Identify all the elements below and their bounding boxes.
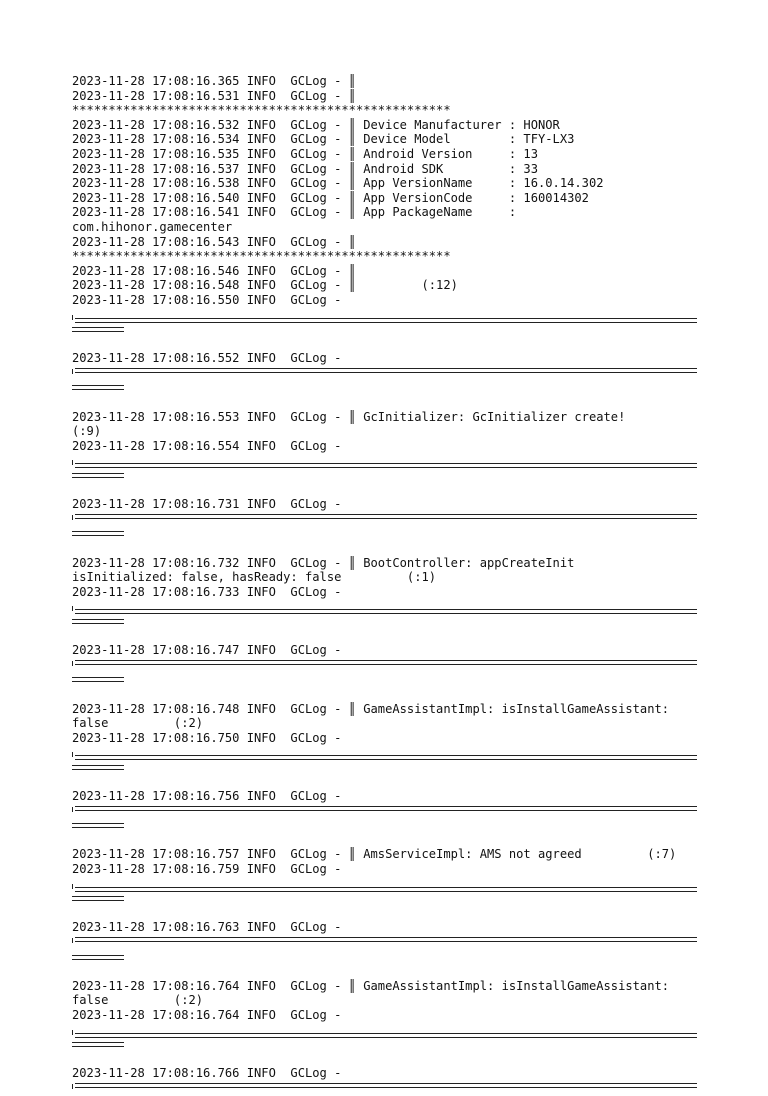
box-border-wrap (72, 760, 712, 775)
box-double-line-wrap (72, 823, 124, 828)
log-line: 2023-11-28 17:08:16.747 INFO GCLog - (72, 643, 342, 658)
box-border-wrap (72, 322, 712, 337)
log-line: 2023-11-28 17:08:16.763 INFO GCLog - (72, 920, 342, 935)
log-line: 2023-11-28 17:08:16.541 INFO GCLog - ║ App PackageName : (72, 205, 517, 220)
box-top-border (72, 658, 712, 673)
log-line: 2023-11-28 17:08:16.534 INFO GCLog - ║ Device Model : TFY-LX3 (72, 132, 575, 147)
log-line: 2023-11-28 17:08:16.757 INFO GCLog - ║ AmsServiceImpl: AMS not agreed (:7) (72, 847, 677, 862)
box-border-wrap (72, 950, 712, 965)
box-double-line-wrap (72, 619, 124, 624)
log-line: 2023-11-28 17:08:16.733 INFO GCLog - (72, 584, 342, 599)
log-line: 2023-11-28 17:08:16.759 INFO GCLog - (72, 862, 342, 877)
blank-line (72, 775, 712, 790)
box-double-line-wrap (72, 327, 124, 332)
log-line: 2023-11-28 17:08:16.540 INFO GCLog - ║ App VersionCode : 160014302 (72, 190, 589, 205)
box-bottom-border (72, 745, 712, 760)
box-bottom-border (72, 599, 712, 614)
log-line: 2023-11-28 17:08:16.546 INFO GCLog - ║ (72, 263, 356, 278)
blank-line (72, 964, 712, 979)
log-line: 2023-11-28 17:08:16.764 INFO GCLog - ║ GameAssistantImpl: isInstallGameAssistant: (72, 978, 670, 993)
blank-line (72, 687, 712, 702)
box-double-line (75, 806, 697, 811)
log-line: false (:2) (72, 716, 204, 731)
box-double-line-wrap (72, 765, 124, 770)
box-double-line (75, 368, 697, 373)
log-line: 2023-11-28 17:08:16.553 INFO GCLog - ║ GcInitializer: GcInitializer create! (72, 409, 626, 424)
log-line: 2023-11-28 17:08:16.750 INFO GCLog - (72, 730, 342, 745)
box-bottom-border (72, 308, 712, 323)
blank-line (72, 629, 712, 644)
log-line: 2023-11-28 17:08:16.550 INFO GCLog - (72, 292, 342, 307)
box-double-line (75, 1083, 697, 1088)
log-line: 2023-11-28 17:08:16.766 INFO GCLog - (72, 1066, 342, 1081)
log-line: **************************************************** (72, 103, 451, 118)
box-double-line-wrap (72, 955, 124, 960)
box-double-line-wrap (72, 677, 124, 682)
box-bottom-border (72, 453, 712, 468)
box-top-border (72, 935, 712, 950)
log-line: 2023-11-28 17:08:16.537 INFO GCLog - ║ Android SDK : 33 (72, 161, 538, 176)
log-line: (:9) (72, 424, 102, 439)
blank-line (72, 1052, 712, 1067)
blank-line (72, 541, 712, 556)
box-border-wrap (72, 672, 712, 687)
log-line: 2023-11-28 17:08:16.531 INFO GCLog - ║ (72, 88, 356, 103)
box-border-wrap (72, 891, 712, 906)
log-line: 2023-11-28 17:08:16.764 INFO GCLog - (72, 1008, 342, 1022)
log-line: 2023-11-28 17:08:16.554 INFO GCLog - (72, 438, 342, 453)
box-double-line-wrap (72, 385, 124, 390)
blank-line (72, 483, 712, 498)
box-border-wrap (72, 1037, 712, 1052)
log-line: 2023-11-28 17:08:16.731 INFO GCLog - (72, 497, 342, 512)
box-border-wrap (72, 468, 712, 483)
log-line: isInitialized: false, hasReady: false (:1) (72, 570, 437, 585)
box-double-line-wrap (72, 531, 124, 536)
box-border-wrap (72, 526, 712, 541)
box-double-line (75, 514, 697, 519)
box-double-line-wrap (72, 896, 124, 901)
blank-line (72, 906, 712, 921)
box-double-line-wrap (72, 473, 124, 478)
box-bottom-border (72, 877, 712, 892)
box-border-wrap (72, 380, 712, 395)
blank-line (72, 395, 712, 410)
box-double-line (75, 660, 697, 665)
blank-line (72, 833, 712, 848)
log-line: com.hihonor.gamecenter (72, 219, 233, 234)
log-line: 2023-11-28 17:08:16.548 INFO GCLog - ║ (:12) (72, 278, 458, 293)
blank-line (72, 337, 712, 352)
box-top-border (72, 1081, 712, 1096)
log-line: 2023-11-28 17:08:16.756 INFO GCLog - (72, 789, 342, 804)
box-top-border (72, 366, 712, 381)
log-line: 2023-11-28 17:08:16.532 INFO GCLog - ║ Device Manufacturer : HONOR (72, 117, 560, 132)
log-output (72, 74, 712, 1096)
box-top-border (72, 804, 712, 819)
box-double-line (75, 937, 697, 942)
log-line: 2023-11-28 17:08:16.535 INFO GCLog - ║ Android Version : 13 (72, 146, 538, 161)
log-line: 2023-11-28 17:08:16.748 INFO GCLog - ║ GameAssistantImpl: isInstallGameAssistant: (72, 701, 670, 716)
box-top-border (72, 512, 712, 527)
box-double-line-wrap (72, 1042, 124, 1047)
box-border-wrap (72, 818, 712, 833)
log-line: 2023-11-28 17:08:16.732 INFO GCLog - ║ BootController: appCreateInit (72, 555, 575, 570)
log-line: 2023-11-28 17:08:16.552 INFO GCLog - (72, 351, 342, 366)
box-border-wrap (72, 614, 712, 629)
log-line: 2023-11-28 17:08:16.538 INFO GCLog - ║ App VersionName : 16.0.14.302 (72, 176, 604, 191)
log-line: **************************************************** (72, 249, 451, 264)
log-line: 2023-11-28 17:08:16.543 INFO GCLog - ║ (72, 234, 356, 249)
log-line: 2023-11-28 17:08:16.365 INFO GCLog - ║ (72, 74, 356, 88)
log-line: false (:2) (72, 993, 204, 1008)
box-bottom-border (72, 1023, 712, 1038)
